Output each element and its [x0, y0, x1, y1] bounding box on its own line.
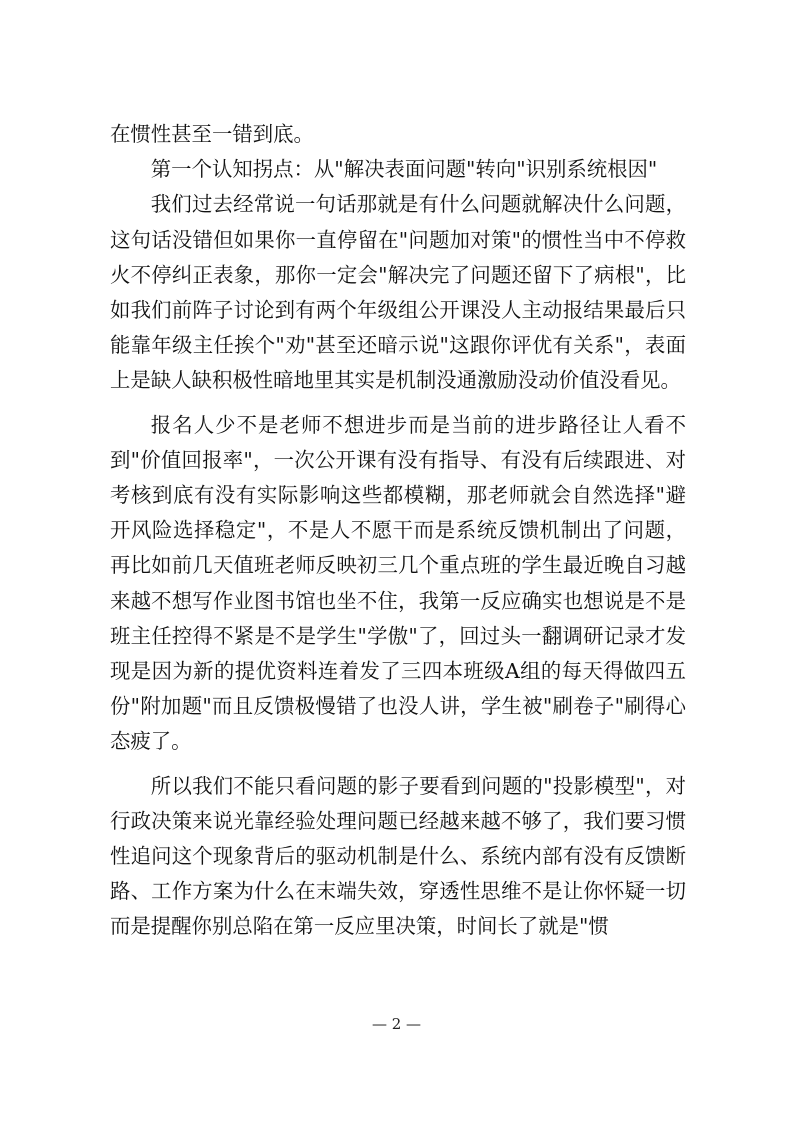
- body-text: [110, 117, 686, 945]
- paragraph-examples: 报名人少不是老师不想进步而是当前的进步路径让人看不到"价值回报率"，一次公开课有没有指导、有没有后续跟进、对考核到底有没有实际影响这些都模糊，那老师就会自然选择"避开风险选择稳定"，不是人不愿干而是系统反馈机制出了问题，再比如前几天值班老师反映初三几个重点班的学生最近晚自习越来越不想写作业图书馆也坐不住，我第一反应确实也想说是不是班主任控得不紧是不是学生"学傲"了，回过头一翻调研记录才发现是因为新的提优资料连着发了三四本班级A组的每天得做四五份"附加题"而且反馈极慢错了也没人讲，学生被"刷卷子"刷得心态疲了。: [110, 412, 686, 754]
- paragraph-conclusion: 所以我们不能只看问题的影子要看到问题的"投影模型"，对行政决策来说光靠经验处理问题已经越来越不够了，我们要习惯性追问这个现象背后的驱动机制是什么、系统内部有没有反馈断路、工作方案为什么在末端失效，穿透性思维不是让你怀疑一切而是提醒你别总陷在第一反应里决策，时间长了就是"惯: [110, 773, 686, 939]
- page-number: — 2 —: [371, 1015, 422, 1033]
- section-heading: 第一个认知拐点：从"解决表面问题"转向"识别系统根因": [150, 157, 658, 182]
- paragraph-continuation: 在惯性甚至一错到底。: [110, 122, 314, 146]
- paragraph-root-cause: 我们过去经常说一句话那就是有什么问题就解决什么问题，这句话没错但如果你一直停留在"问题加对策"的惯性当中不停救火不停纠正表象，那你一定会"解决完了问题还留下了病根"，比如我们前阵子讨论到有两个年级组公开课没人主动报结果最后只能靠年级主任挨个"劝"甚至还暗示说"这跟你评优有关系"，表面上是缺人缺积极性暗地里其实是机制没通激励没动价值没看见。: [110, 192, 686, 393]
